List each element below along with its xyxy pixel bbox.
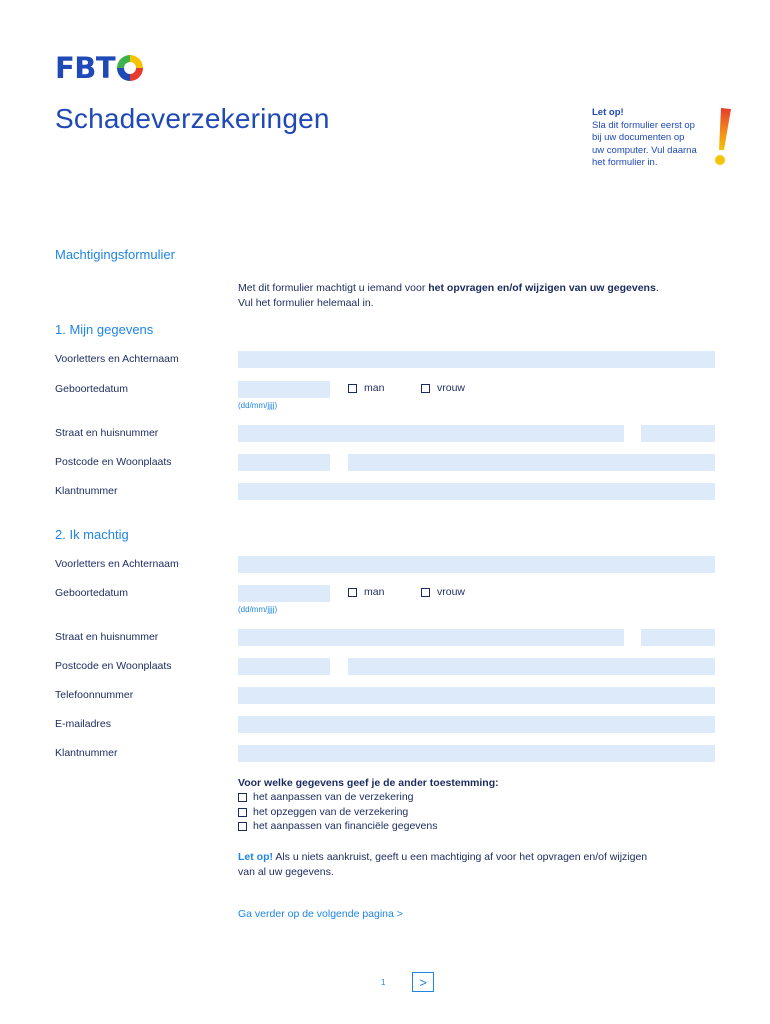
s2-customer-label: Klantnummer: [55, 747, 118, 759]
s2-customer-input[interactable]: [238, 745, 715, 762]
checkbox-box[interactable]: [238, 822, 247, 831]
consent-option-label: het opzeggen van de verzekering: [253, 806, 409, 818]
intro-part2: .: [655, 282, 659, 294]
save-notice: [592, 107, 717, 170]
s2-phone-input[interactable]: [238, 687, 715, 704]
warning-lead: Let op!: [238, 851, 273, 863]
s2-female-label: vrouw: [437, 586, 466, 598]
s2-name-label: Voorletters en Achternaam: [55, 558, 179, 570]
notice-line: uw computer. Vul daarna: [592, 144, 697, 156]
consent-title: Voor welke gegevens geef je de ander toestemming:: [238, 777, 499, 789]
s2-email-label: E-mailadres: [55, 718, 112, 730]
exclamation-icon: [712, 106, 734, 168]
warning-body: Als u niets aankruist, geeft u een machtiging af voor het opvragen en/of wijzigen: [273, 851, 648, 863]
notice-line: Sla dit formulier eerst op: [592, 119, 695, 131]
checkbox-box[interactable]: [421, 588, 430, 597]
s1-housenumber-input[interactable]: [641, 425, 715, 442]
page-number: 1: [381, 978, 386, 987]
s1-postcode-input[interactable]: [238, 454, 330, 471]
s1-customer-input[interactable]: [238, 483, 715, 500]
s1-male-label: man: [364, 382, 385, 394]
s2-birthdate-input[interactable]: [238, 585, 330, 602]
intro-text: [238, 281, 718, 311]
notice-line: bij uw documenten op: [592, 132, 685, 144]
s2-postcode-label: Postcode en Woonplaats: [55, 660, 172, 672]
s2-street-label: Straat en huisnummer: [55, 631, 159, 643]
s1-female-checkbox[interactable]: [421, 382, 465, 394]
s1-postcode-label: Postcode en Woonplaats: [55, 456, 172, 468]
s1-street-label: Straat en huisnummer: [55, 427, 159, 439]
s2-birthdate-hint: (dd/mm/jjjj): [238, 605, 278, 614]
s2-male-checkbox[interactable]: [348, 586, 384, 598]
consent-option-label: het aanpassen van de verzekering: [253, 791, 414, 803]
s1-city-input[interactable]: [348, 454, 715, 471]
consent-option-financial-data[interactable]: [238, 820, 437, 832]
consent-option-label: het aanpassen van financiële gegevens: [253, 820, 438, 832]
next-page-link[interactable]: Ga verder op de volgende pagina >: [238, 908, 403, 920]
s1-customer-label: Klantnummer: [55, 485, 118, 497]
consent-option-cancel-insurance[interactable]: [238, 806, 408, 818]
s1-name-label: Voorletters en Achternaam: [55, 353, 179, 365]
s2-housenumber-input[interactable]: [641, 629, 715, 646]
s2-female-checkbox[interactable]: [421, 586, 465, 598]
consent-option-adjust-insurance[interactable]: [238, 791, 414, 803]
s1-street-input[interactable]: [238, 425, 624, 442]
checkbox-box[interactable]: [421, 384, 430, 393]
s1-name-input[interactable]: [238, 351, 715, 368]
checkbox-box[interactable]: [348, 384, 357, 393]
intro-line2: Vul het formulier helemaal in.: [238, 297, 374, 309]
warning-line2: van al uw gegevens.: [238, 866, 334, 878]
page-title: Schadeverzekeringen: [55, 103, 330, 134]
s1-birthdate-input[interactable]: [238, 381, 330, 398]
s2-name-input[interactable]: [238, 556, 715, 573]
s2-phone-label: Telefoonnummer: [55, 689, 134, 701]
section-1-title: 1. Mijn gegevens: [55, 322, 154, 337]
intro-bold: het opvragen en/of wijzigen van uw gegevens: [428, 282, 656, 294]
checkbox-box[interactable]: [348, 588, 357, 597]
fbto-logo: [55, 52, 143, 84]
notice-line: het formulier in.: [592, 157, 658, 169]
checkbox-box[interactable]: [238, 793, 247, 802]
s2-birthdate-label: Geboortedatum: [55, 587, 128, 599]
logo-ring-icon: [117, 55, 143, 81]
s1-female-label: vrouw: [437, 382, 466, 394]
s2-email-input[interactable]: [238, 716, 715, 733]
logo-text: FBT: [55, 51, 116, 85]
intro-part1: Met dit formulier machtigt u iemand voor: [238, 282, 429, 294]
section-2-title: 2. Ik machtig: [55, 527, 129, 542]
s2-street-input[interactable]: [238, 629, 624, 646]
s2-male-label: man: [364, 586, 385, 598]
s2-city-input[interactable]: [348, 658, 715, 675]
notice-title: Let op!: [592, 107, 624, 118]
next-page-button[interactable]: >: [412, 972, 434, 992]
s1-male-checkbox[interactable]: [348, 382, 384, 394]
s1-birthdate-hint: (dd/mm/jjjj): [238, 401, 278, 410]
warning-text: [238, 850, 718, 880]
s2-postcode-input[interactable]: [238, 658, 330, 675]
form-heading: Machtigingsformulier: [55, 247, 175, 262]
s1-birthdate-label: Geboortedatum: [55, 383, 128, 395]
checkbox-box[interactable]: [238, 808, 247, 817]
